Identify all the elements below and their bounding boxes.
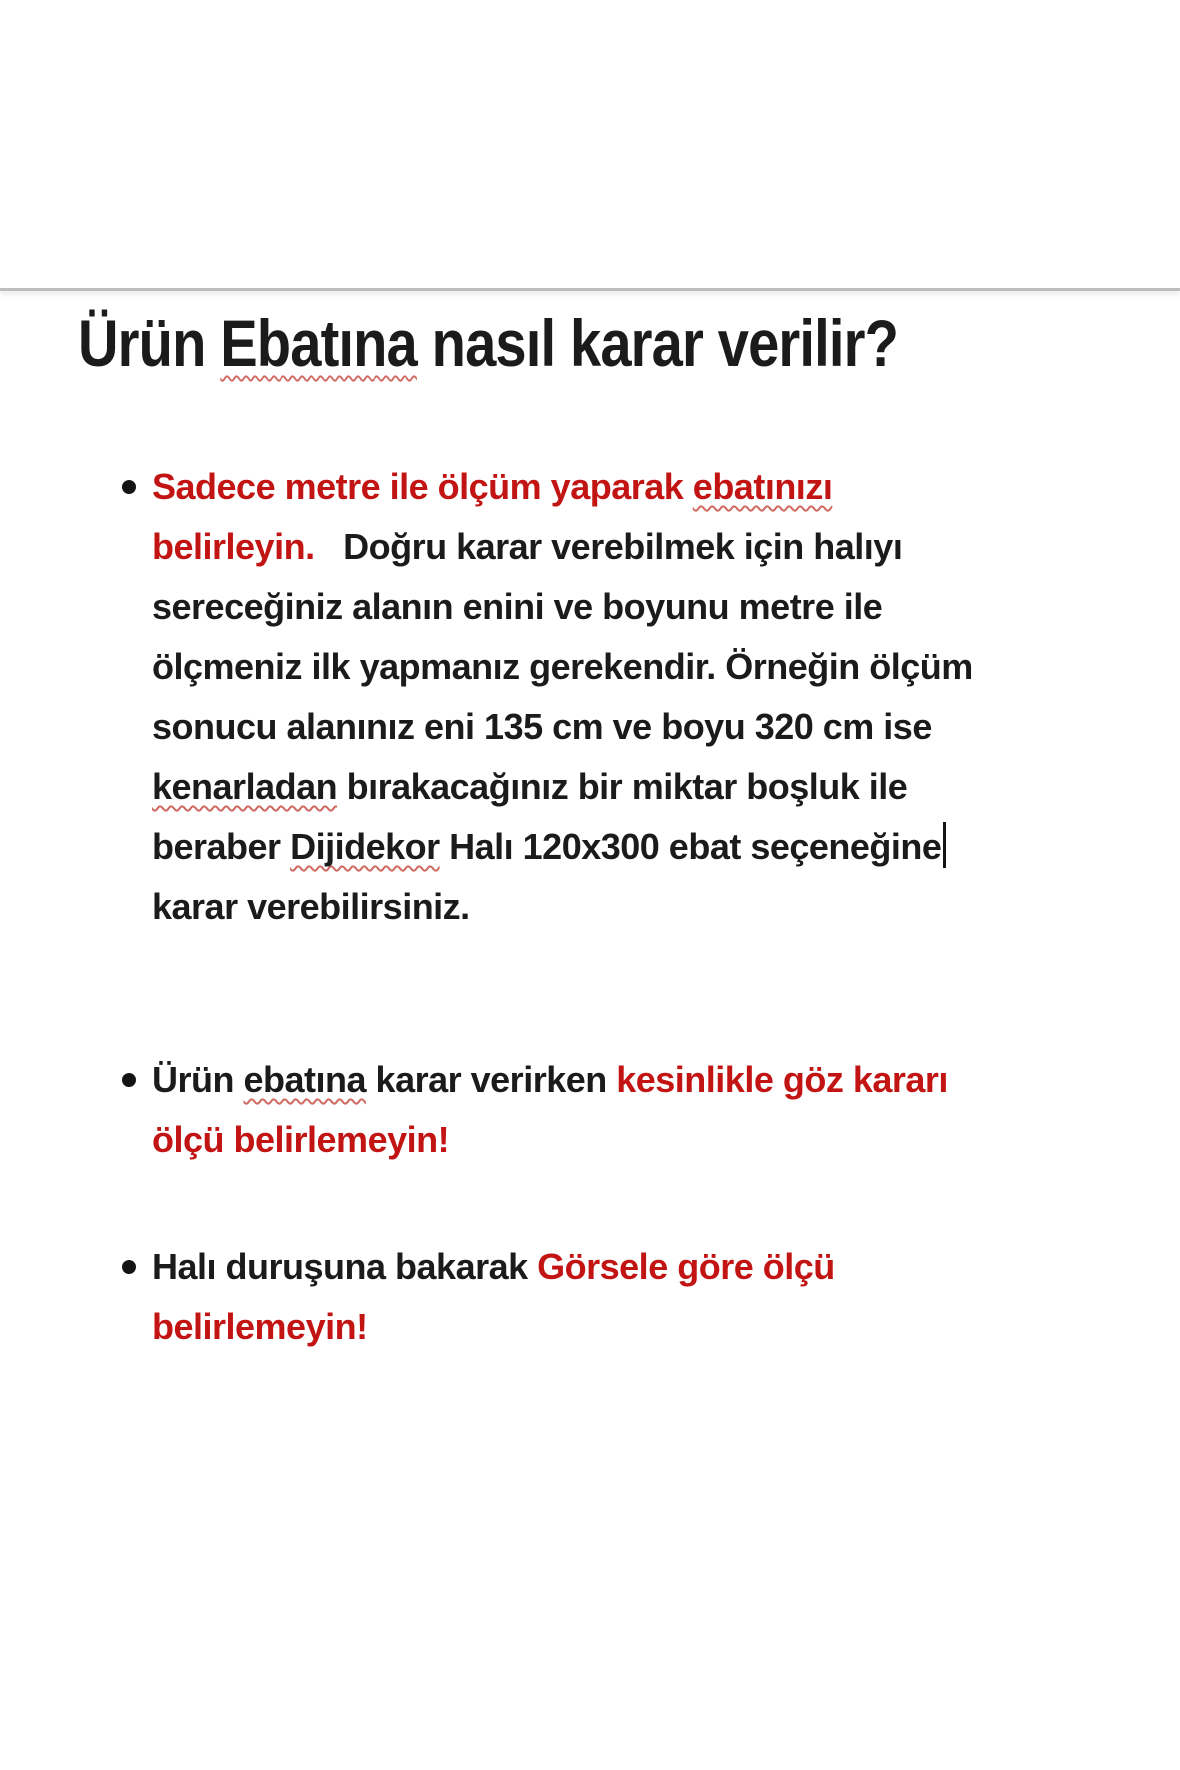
text-segment: Sadece metre ile ölçüm yaparak bbox=[152, 466, 693, 507]
bullet-text bbox=[152, 1050, 948, 1170]
misspelled-word: kenarladan bbox=[152, 766, 338, 807]
text-segment: Ürün bbox=[78, 306, 221, 380]
text-line bbox=[152, 877, 973, 937]
section-divider bbox=[0, 288, 1180, 291]
text-line bbox=[152, 1110, 948, 1170]
bullet-text bbox=[152, 1237, 835, 1357]
text-line bbox=[152, 577, 973, 637]
text-segment: kesinlikle göz kararı bbox=[616, 1059, 948, 1100]
bullet-item bbox=[122, 1237, 835, 1357]
text-cursor bbox=[943, 822, 946, 868]
text-segment: bırakacağınız bir miktar boşluk ile bbox=[337, 766, 908, 807]
text-segment: nasıl karar verilir? bbox=[416, 306, 899, 380]
text-segment: Halı duruşuna bakarak bbox=[152, 1246, 538, 1287]
text-segment: Halı 120x300 ebat seçeneğine bbox=[439, 826, 942, 867]
misspelled-word: Ebatına bbox=[220, 306, 417, 380]
text-segment: Ürün bbox=[152, 1059, 244, 1100]
text-line bbox=[152, 1237, 835, 1297]
bullet-item bbox=[122, 1050, 948, 1170]
text-line bbox=[152, 697, 973, 757]
misspelled-word: ebatına bbox=[243, 1059, 367, 1100]
bullet-icon bbox=[122, 1260, 136, 1274]
text-segment: sonucu alanınız eni 135 cm ve boyu 320 cm ise bbox=[152, 706, 932, 747]
text-line bbox=[152, 1297, 835, 1357]
bullet-text bbox=[152, 457, 973, 937]
text-segment: belirleyin. bbox=[152, 526, 315, 567]
text-segment: ölçü belirlemeyin! bbox=[152, 1119, 450, 1160]
text-segment: belirlemeyin! bbox=[152, 1306, 368, 1347]
misspelled-word: ebatınızı bbox=[692, 466, 833, 507]
text-line bbox=[152, 817, 973, 877]
text-line bbox=[152, 457, 973, 517]
text-segment: karar verebilirsiniz. bbox=[152, 886, 470, 927]
text-segment: karar verirken bbox=[366, 1059, 617, 1100]
text-line bbox=[152, 637, 973, 697]
page-title bbox=[78, 306, 898, 382]
text-segment: beraber bbox=[152, 826, 291, 867]
bullet-item bbox=[122, 457, 973, 937]
text-line bbox=[152, 517, 973, 577]
text-segment: Görsele göre ölçü bbox=[537, 1246, 835, 1287]
bullet-icon bbox=[122, 480, 136, 494]
text-segment: ölçmeniz ilk yapmanız gerekendir. Örneğin ölçüm bbox=[152, 646, 973, 687]
bullet-icon bbox=[122, 1073, 136, 1087]
text-line bbox=[152, 1050, 948, 1110]
text-segment: Doğru karar verebilmek için halıyı bbox=[314, 526, 903, 567]
text-segment: sereceğiniz alanın enini ve boyunu metre ile bbox=[152, 586, 883, 627]
misspelled-word: Dijidekor bbox=[290, 826, 440, 867]
text-line bbox=[152, 757, 973, 817]
